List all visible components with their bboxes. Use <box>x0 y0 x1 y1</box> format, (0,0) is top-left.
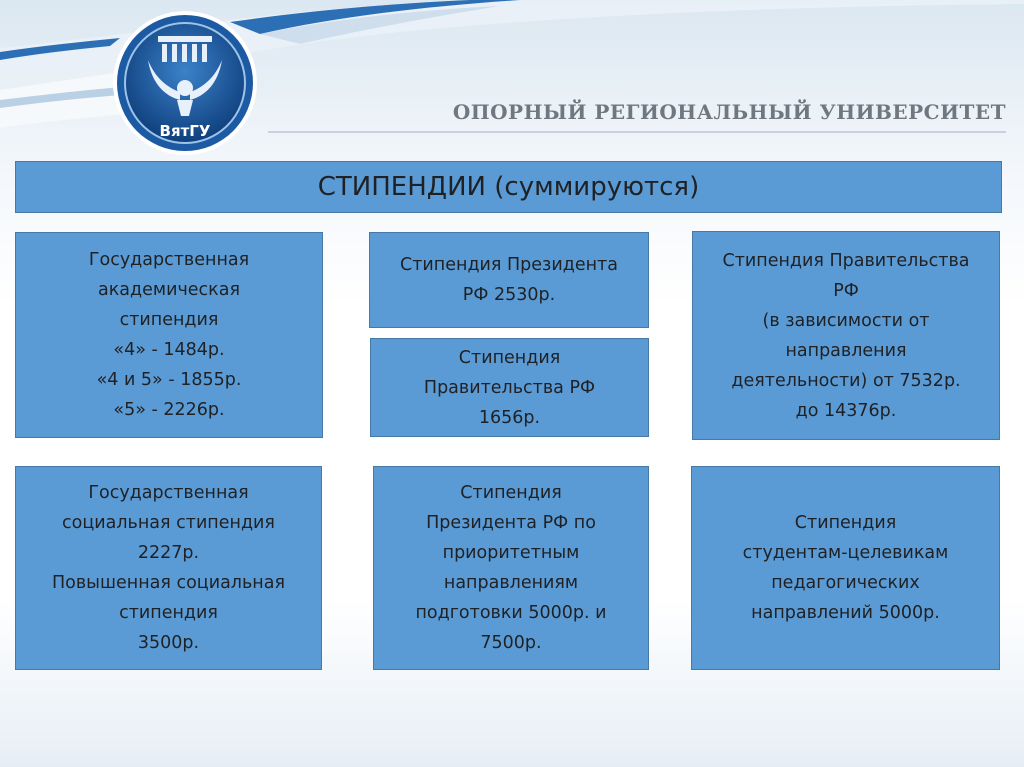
box-line: Стипендия <box>458 347 561 368</box>
box-line: деятельности) от 7532р. <box>731 370 961 391</box>
box-line: Стипендия Президента <box>400 255 618 275</box>
box-line: 1656р. <box>478 407 541 428</box>
main-title: СТИПЕНДИИ (суммируются) <box>15 161 1002 213</box>
box-line: академическая <box>97 280 240 300</box>
box-line: Стипендия <box>794 513 897 533</box>
box-line: направлений 5000р. <box>751 603 940 623</box>
box-line: «5» - 2226р. <box>113 400 225 420</box>
header-divider <box>268 131 1006 133</box>
box-line: стипендия <box>119 310 219 330</box>
box-line: подготовки 5000р. и <box>415 603 607 623</box>
box-line: направлениям <box>443 573 579 593</box>
government-direction-scholarship-box <box>692 231 1000 440</box>
president-scholarship-box <box>369 232 649 328</box>
box-line: «4» - 1484р. <box>113 340 225 360</box>
box-line: «4 и 5» - 1855р. <box>96 370 242 390</box>
box-line: (в зависимости от <box>762 310 930 331</box>
target-students-scholarship-box <box>691 466 1000 670</box>
box-line: до 14376р. <box>795 400 897 421</box>
government-scholarship-box <box>370 338 649 437</box>
box-line: Президента РФ по <box>426 513 596 533</box>
box-line: Государственная <box>88 250 250 270</box>
vyatgu-emblem-icon <box>110 8 260 158</box>
box-line: Государственная <box>88 483 249 503</box>
box-line: 7500р. <box>480 633 542 653</box>
box-line: Правительства РФ <box>423 377 596 398</box>
box-line: Повышенная социальная <box>51 573 285 593</box>
president-priority-scholarship-box <box>373 466 649 670</box>
box-line: Стипендия Правительства <box>722 250 970 271</box>
box-line: Стипендия <box>460 483 562 503</box>
logo-text: ВятГУ <box>159 122 211 140</box>
box-line: РФ <box>833 280 859 301</box>
box-line: социальная стипендия <box>62 513 275 533</box>
box-line: 2227р. <box>137 543 200 563</box>
box-line: педагогических <box>771 573 920 593</box>
box-line: приоритетным <box>442 543 580 563</box>
academic-scholarship-box <box>15 232 323 438</box>
university-title: ОПОРНЫЙ РЕГИОНАЛЬНЫЙ УНИВЕРСИТЕТ <box>452 100 1006 124</box>
box-line: направления <box>785 340 907 361</box>
box-line: стипендия <box>119 603 218 623</box>
box-line: РФ 2530р. <box>462 285 556 305</box>
box-line: студентам-целевикам <box>742 543 949 563</box>
social-scholarship-box <box>15 466 322 670</box>
box-line: 3500р. <box>137 633 200 653</box>
